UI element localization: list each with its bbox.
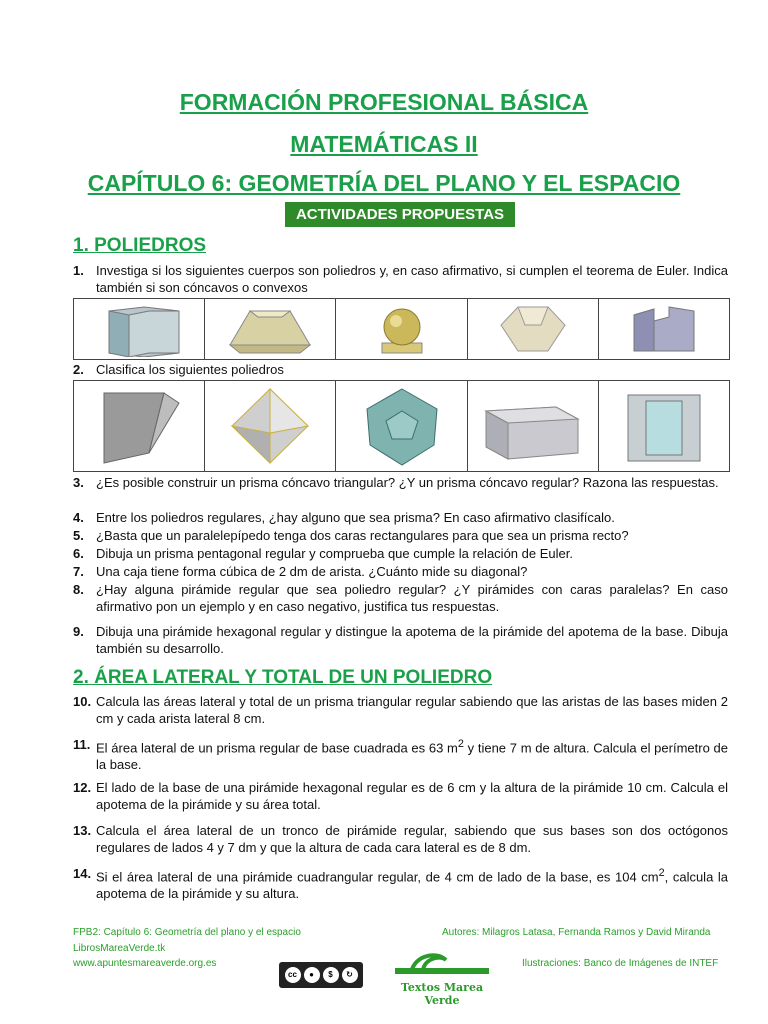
exercise-text-part: Si el área lateral de una pirámide cuadrangular regular, de 4 cm de lado de la base, es 104 cm [96, 869, 659, 885]
exercise-number: 9. [73, 624, 84, 639]
doc-title-3: CAPÍTULO 6: GEOMETRÍA DEL PLANO Y EL ESPACIO [87, 170, 681, 196]
concave-block-image [599, 299, 729, 359]
logo-text: Textos Marea Verde [400, 981, 484, 1007]
exercise-text-part: El área lateral de un prisma regular de base cuadrada es 63 m [96, 740, 458, 756]
exercise-text: Investiga si los siguientes cuerpos son poliedros y, en caso afirmativo, si cumplen el teorema de Euler. Indica también si son cóncavos o convexos [96, 263, 728, 295]
exercise-8 [73, 581, 728, 615]
dodecahedron-image [336, 381, 467, 471]
footer-website-link[interactable]: www.apuntesmareaverde.org.es [73, 958, 217, 969]
exercise-text: Entre los poliedros regulares, ¿hay alguno que sea prisma? En caso afirmativo clasifícalo. [96, 510, 615, 525]
exercise-text: ¿Hay alguna pirámide regular que sea poliedro regular? ¿Y pirámides con caras paralelas? En caso afirmativo pon un ejemplo y en caso negativo, justifica tus respuestas. [96, 582, 728, 614]
doc-title-2: MATEMÁTICAS II [290, 131, 478, 157]
concave-prism-image [74, 299, 205, 359]
octahedron-image [205, 381, 336, 471]
exercise-12 [73, 779, 728, 813]
exercise-text: ¿Es posible construir un prisma cóncavo triangular? ¿Y un prisma cóncavo regular? Razona las respuestas. [96, 475, 719, 490]
exercise-7 [73, 563, 728, 580]
exercise-3 [73, 474, 728, 491]
polyhedra-image-row-2 [73, 380, 730, 472]
exercise-text: Una caja tiene forma cúbica de 2 dm de arista. ¿Cuánto mide su diagonal? [96, 564, 528, 579]
frustum-image [205, 299, 336, 359]
polyhedra-image-row-1 [73, 298, 730, 360]
superscript: 2 [457, 738, 464, 750]
footer-site-link[interactable]: LibrosMareaVerde.tk [73, 943, 166, 954]
exercise-number: 3. [73, 475, 84, 490]
superscript: 2 [658, 867, 665, 879]
truncated-solid-image [468, 299, 599, 359]
cc-icon: cc [285, 967, 301, 983]
exercise-13 [73, 822, 728, 856]
by-icon: ● [304, 967, 320, 983]
exercise-14 [73, 865, 728, 902]
exercise-text: Dibuja un prisma pentagonal regular y comprueba que cumple la relación de Euler. [96, 546, 573, 561]
exercise-text [96, 736, 728, 773]
exercise-number: 10. [73, 694, 92, 709]
exercise-text: Calcula las áreas lateral y total de un prisma triangular regular sabiendo que las aristas de las bases miden 2 cm y cada arista lateral 8 cm. [96, 694, 728, 726]
sa-icon: ↻ [342, 967, 358, 983]
exercise-2 [73, 361, 728, 378]
exercise-number: 14. [73, 866, 92, 881]
hexagonal-prism-image [599, 381, 729, 471]
exercise-number: 5. [73, 528, 84, 543]
exercise-number: 1. [73, 263, 84, 278]
activities-badge: ACTIVIDADES PROPUESTAS [285, 202, 515, 227]
exercise-number: 11. [73, 737, 91, 752]
section-heading-poliedros: 1. POLIEDROS [73, 235, 207, 256]
footer-chapter: FPB2: Capítulo 6: Geometría del plano y el espacio [73, 927, 301, 938]
exercise-number: 2. [73, 362, 84, 377]
exercise-number: 6. [73, 546, 84, 561]
exercise-text: El lado de la base de una pirámide hexagonal regular es de 6 cm y la altura de la pirámide 10 cm. Calcula el apotema de la pirámide y su área total. [96, 780, 728, 812]
exercise-10 [73, 693, 728, 727]
footer-illustrations: Ilustraciones: Banco de Imágenes de INTEF [522, 958, 719, 969]
sphere-on-base-image [336, 299, 467, 359]
triangular-prism-image [74, 381, 205, 471]
exercise-text: Dibuja una pirámide hexagonal regular y distingue la apotema de la pirámide del apotema de la base. Dibuja también su desarrollo. [96, 624, 728, 656]
exercise-text: Calcula el área lateral de un tronco de pirámide regular, sabiendo que sus bases son dos octógonos regulares de lados 4 y 7 dm y que la altura de cada cara lateral es de 8 dm. [96, 823, 728, 855]
exercise-9 [73, 623, 728, 657]
exercise-text-part: y tiene 7 m de altura. Calcula el perímetro de la base. [96, 740, 728, 773]
exercise-number: 13. [73, 823, 92, 838]
exercise-1 [73, 262, 728, 296]
exercise-text [96, 865, 728, 902]
footer-authors: Autores: Milagros Latasa, Fernanda Ramos y David Miranda [442, 927, 711, 938]
exercise-number: 4. [73, 510, 84, 525]
nc-icon: $ [323, 967, 339, 983]
creative-commons-badge [279, 962, 363, 988]
exercise-text-part: , calcula la apotema de la pirámide y su altura. [96, 869, 729, 902]
exercise-number: 12. [73, 780, 92, 795]
exercise-number: 8. [73, 582, 84, 597]
rectangular-prism-image [468, 381, 599, 471]
doc-title-1: FORMACIÓN PROFESIONAL BÁSICA [179, 89, 589, 115]
exercise-number: 7. [73, 564, 84, 579]
exercise-6 [73, 545, 728, 562]
exercise-4 [73, 509, 728, 526]
exercise-5 [73, 527, 728, 544]
section-heading-area: 2. ÁREA LATERAL Y TOTAL DE UN POLIEDRO [73, 667, 493, 688]
exercise-text: ¿Basta que un paralelepípedo tenga dos caras rectangulares para que sea un prisma recto? [96, 528, 629, 543]
exercise-11 [73, 736, 728, 773]
exercise-text: Clasifica los siguientes poliedros [96, 362, 284, 377]
